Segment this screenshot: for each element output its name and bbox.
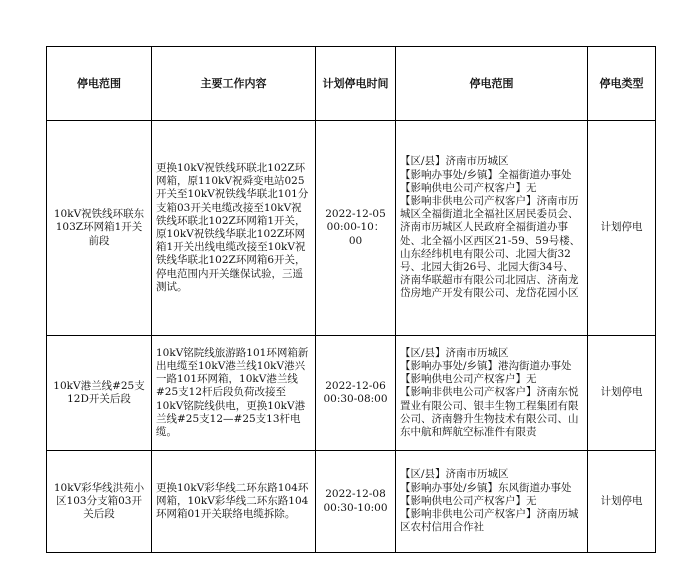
affected-area-cell: [396, 336, 588, 451]
planned-time-cell: [316, 336, 396, 451]
outage-scope-cell: 10kV彩华线洪苑小区103分支箱03开关后段: [47, 451, 152, 553]
header-planned-time: 计划停电时间: [316, 47, 396, 121]
area-subdistrict: 【影响办事处/乡镇】东风街道办事处: [400, 481, 572, 494]
area-other-customers: 【影响非供电公司产权客户】济南东悦置业有限公司、银丰生物工程集团有限公司、济南磐升生物技术有限公司、山东中航和辉航空标准件有限责: [400, 386, 579, 438]
time-range: 00:30-10:00: [323, 501, 388, 514]
header-row: [47, 47, 656, 121]
time-range: 00:00-10：00: [326, 221, 385, 247]
area-subdistrict: 【影响办事处/乡镇】港沟街道办事处: [400, 359, 572, 372]
outage-table: [46, 46, 656, 553]
area-district: 【区/县】济南市历城区: [400, 468, 509, 481]
time-date: 2022-12-05: [325, 208, 386, 221]
time-range: 00:30-08:00: [323, 393, 388, 405]
work-content-cell: 更换10kV祝铁线环联北102Z环网箱，原110kV祝舜变电站025开关至10kV祝铁线华联北101分支箱03开关电缆改接至10kV祝铁线环联北102Z环网箱1开关，原10kV祝铁线华联北102Z环网箱1开关出线电缆改接至10kV祝铁线华联北102Z环网箱6开关，停电范围内开关继保试验，三遥测试。: [152, 121, 316, 336]
outage-scope-cell: 10kV祝铁线环联东103Z环网箱1开关前段: [47, 121, 152, 336]
area-company-customers: 【影响供电公司产权客户】无: [400, 494, 537, 507]
affected-area-cell: [396, 451, 588, 553]
area-other-customers: 【影响非供电公司产权客户】济南历城区农村信用合作社: [400, 508, 579, 534]
area-subdistrict: 【影响办事处/乡镇】全福街道办事处: [400, 168, 572, 181]
outage-type-cell: 计划停电: [588, 451, 656, 553]
work-content-cell: 更换10kV彩华线二环东路104环网箱，10kV彩华线二环东路104环网箱01开关联络电缆拆除。: [152, 451, 316, 553]
time-date: 2022-12-06: [325, 379, 386, 392]
table-row: [47, 451, 656, 553]
outage-scope-cell: 10kV港兰线#25支12D开关后段: [47, 336, 152, 451]
table-row: [47, 121, 656, 336]
area-district: 【区/县】济南市历城区: [400, 155, 509, 168]
planned-time-cell: [316, 121, 396, 336]
header-outage-scope: 停电范围: [47, 47, 152, 121]
work-content-cell: 10kV铭院线旅游路101环网箱新出电缆至10kV港兰线10kV港兴一路101环网箱，10kV港兰线#25支12杆后段负荷改接至10kV铭院线供电，更换10kV港兰线#25支12—#25支13杆电缆。: [152, 336, 316, 451]
header-outage-type: 停电类型: [588, 47, 656, 121]
header-main-work: 主要工作内容: [152, 47, 316, 121]
affected-area-cell: [396, 121, 588, 336]
outage-type-cell: 计划停电: [588, 336, 656, 451]
area-company-customers: 【影响供电公司产权客户】无: [400, 373, 537, 386]
area-district: 【区/县】济南市历城区: [400, 346, 509, 359]
area-company-customers: 【影响供电公司产权客户】无: [400, 181, 537, 194]
planned-time-cell: [316, 451, 396, 553]
outage-type-cell: 计划停电: [588, 121, 656, 336]
table-row: [47, 336, 656, 451]
time-date: 2022-12-08: [325, 488, 386, 501]
area-other-customers: 【影响非供电公司产权客户】济南市历城区全福街道北全福社区居民委员会、济南市历城区人民政府全福街道办事处、北全福小区西区21-59、59号楼、山东经纬机电有限公司、北园大街32号、北园大街26号、北园大街34号、济南华联超市有限公司北园店、济南龙岱房地产开发有限公司、龙岱花园小区: [400, 194, 581, 300]
header-affected-area: 停电范围: [396, 47, 588, 121]
